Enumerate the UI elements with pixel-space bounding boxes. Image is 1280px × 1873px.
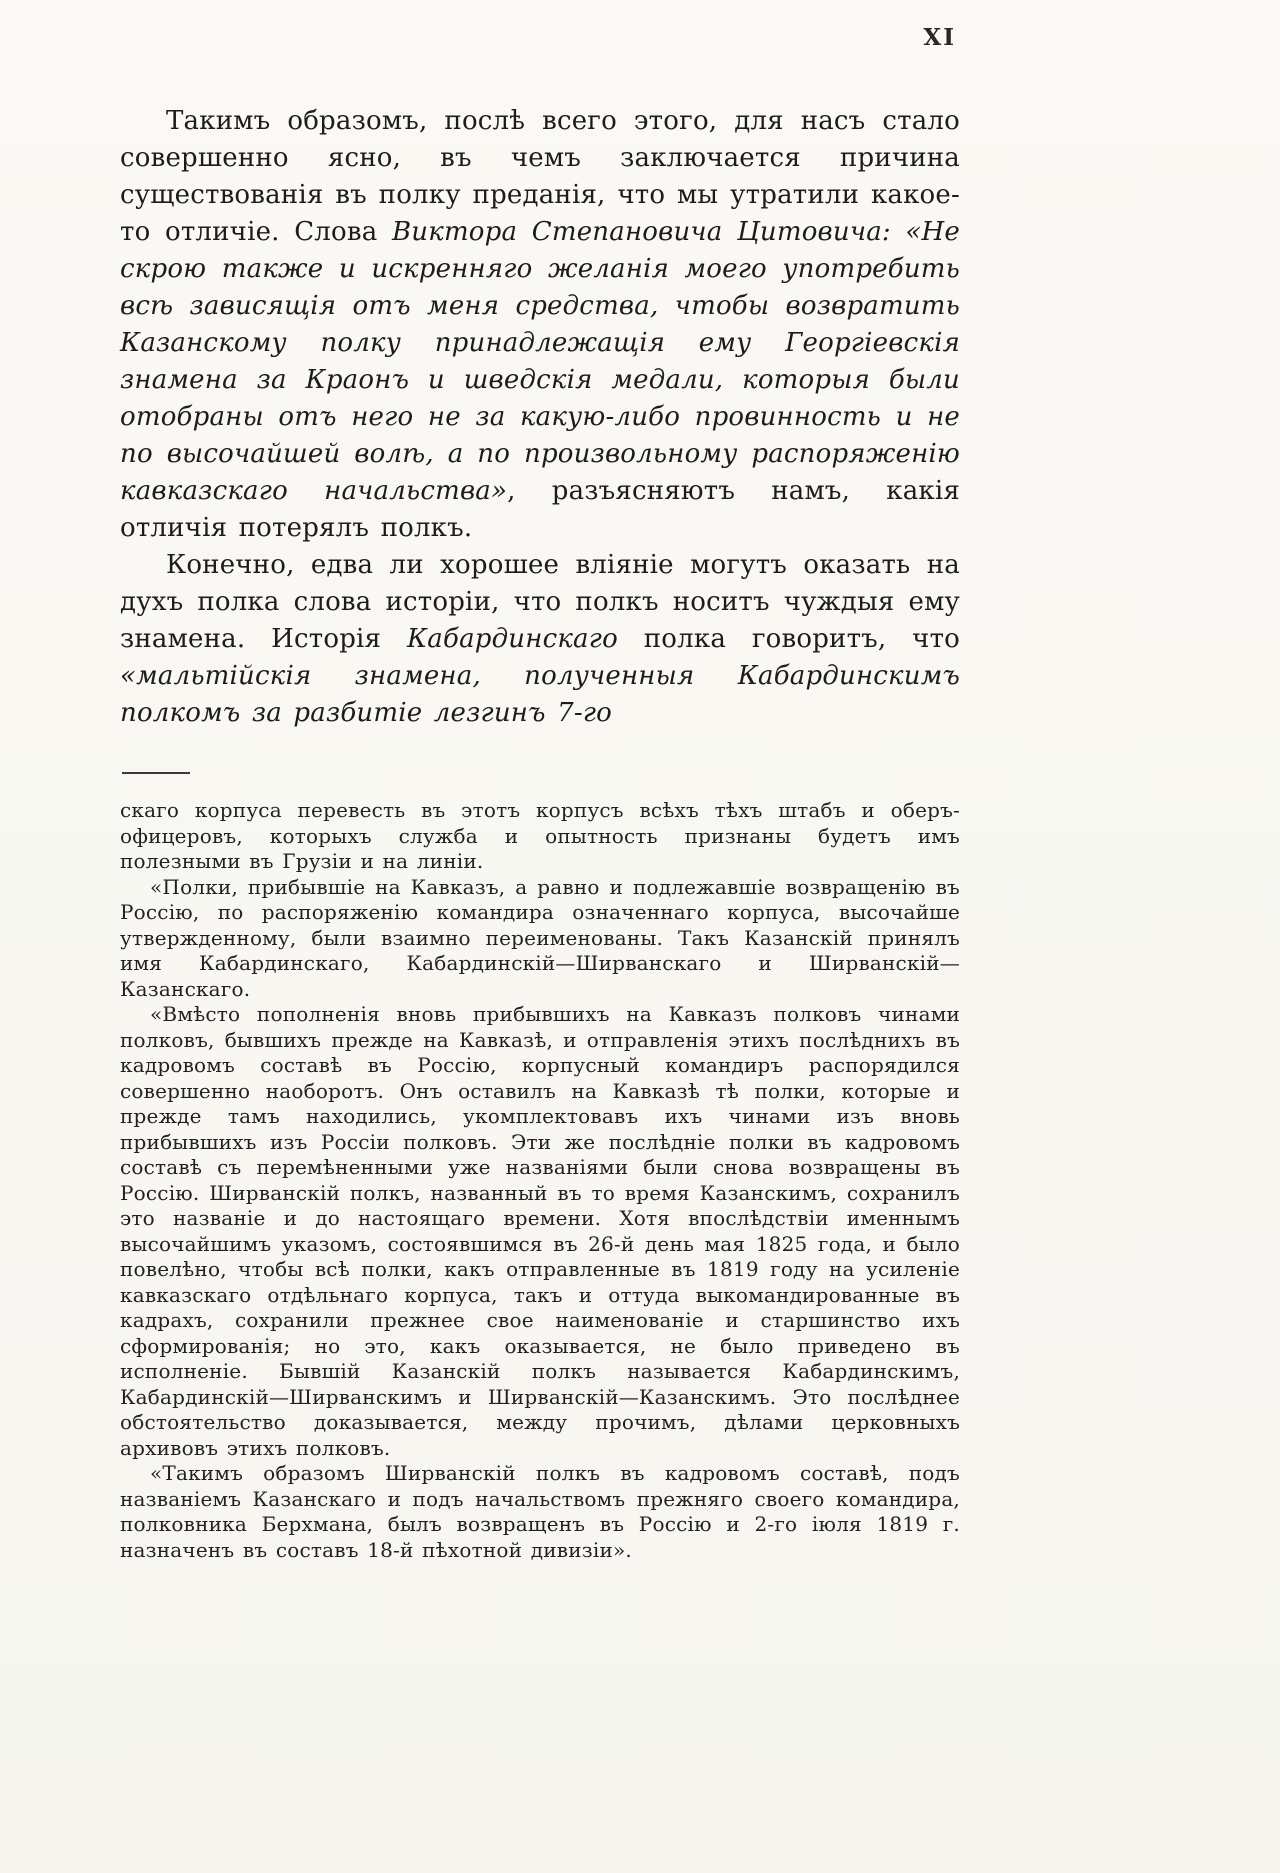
page-content	[120, 24, 960, 1563]
footnote-paragraph: «Такимъ образомъ Ширванскій полкъ въ кадровомъ составѣ, подъ названіемъ Казанскаго и подъ начальствомъ прежняго своего командира, полковника Берхмана, былъ возвращенъ въ Россію и 2-го іюля 1819 г. назначенъ въ составъ 18-й пѣхотной дивизіи».	[120, 1461, 960, 1562]
italic-text-segment: Виктора Степановича Цитовича: «Не скрою также и искренняго желанія моего употребить всѣ зависящія отъ меня средства, чтобы возвратить Казанскому полку принадлежащія ему Георгіевскія знамена за Краонъ и шведскія медали, которыя были отобраны отъ него не за какую-либо провинность и не по высочайшей волѣ, а по произвольному распоряженію кавказскаго начальства»	[120, 217, 960, 506]
footnote-paragraph: «Полки, прибывшіе на Кавказъ, а равно и подлежавшіе возвращенію въ Россію, по распоряженію командира означеннаго корпуса, высочайше утвержденному, были взаимно переименованы. Такъ Казанскій принялъ имя Кабардинскаго, Кабардинскій—Ширванскаго и Ширванскій—Казанскаго.	[120, 874, 960, 1001]
footnote-separator	[122, 772, 190, 774]
footnote-text	[120, 798, 960, 1563]
paragraph	[120, 103, 960, 547]
text-segment: , разъясняютъ намъ, какія отличія потерялъ полкъ.	[120, 476, 961, 543]
italic-text-segment: Кабардинскаго	[406, 624, 618, 654]
text-segment: Такимъ образомъ, послѣ всего этого, для насъ стало совершенно ясно, въ чемъ заключается причина существованія въ полку преданія, что мы утратили какое-то отличіе. Слова	[120, 106, 960, 247]
paragraph	[120, 547, 960, 732]
main-text	[120, 103, 960, 732]
text-segment: Конечно, едва ли хорошее вліяніе могутъ оказать на духъ полка слова исторіи, что полкъ носитъ чуждыя ему знамена. Исторія	[120, 550, 960, 654]
italic-text-segment: «мальтійскія знамена, полученныя Кабардинскимъ полкомъ за разбитіе лезгинъ 7-го	[120, 661, 960, 728]
footnote-paragraph: скаго корпуса перевесть въ этотъ корпусъ всѣхъ тѣхъ штабъ и оберъ-офицеровъ, которыхъ служба и опытность признаны будетъ имъ полезными въ Грузіи и на линіи.	[120, 798, 960, 873]
footnote-paragraph: «Вмѣсто пополненія вновь прибывшихъ на Кавказъ полковъ чинами полковъ, бывшихъ прежде на Кавказѣ, и отправленія этихъ послѣднихъ въ кадровомъ составѣ въ Россію, корпусный командиръ распорядился совершенно наоборотъ. Онъ оставилъ на Кавказѣ тѣ полки, которые и прежде тамъ находились, укомплектовавъ ихъ чинами изъ вновь прибывшихъ изъ Россіи полковъ. Эти же послѣдніе полки въ кадровомъ составѣ съ перемѣненными уже названіями были снова возвращены въ Россію. Ширванскій полкъ, названный въ то время Казанскимъ, сохранилъ это названіе и до настоящаго времени. Хотя впослѣдствіи именнымъ высочайшимъ указомъ, состоявшимся въ 26-й день мая 1825 года, и было повелѣно, чтобы всѣ полки, какъ отправленные въ 1819 году на усиленіе кавказскаго отдѣльнаго корпуса, такъ и оттуда выкомандированные въ кадрахъ, сохранили прежнее свое наименованіе и старшинство ихъ сформированія; но это, какъ оказывается, не было приведено въ исполненіе. Бывшій Казанскій полкъ называется Кабардинскимъ, Кабардинскій—Ширванскимъ и Ширванскій—Казанскимъ. Это послѣднее обстоятельство доказывается, между прочимъ, дѣлами церковныхъ архивовъ этихъ полковъ.	[120, 1002, 960, 1460]
page-number: XI	[923, 24, 956, 51]
text-segment: полка говоритъ, что	[617, 624, 961, 654]
